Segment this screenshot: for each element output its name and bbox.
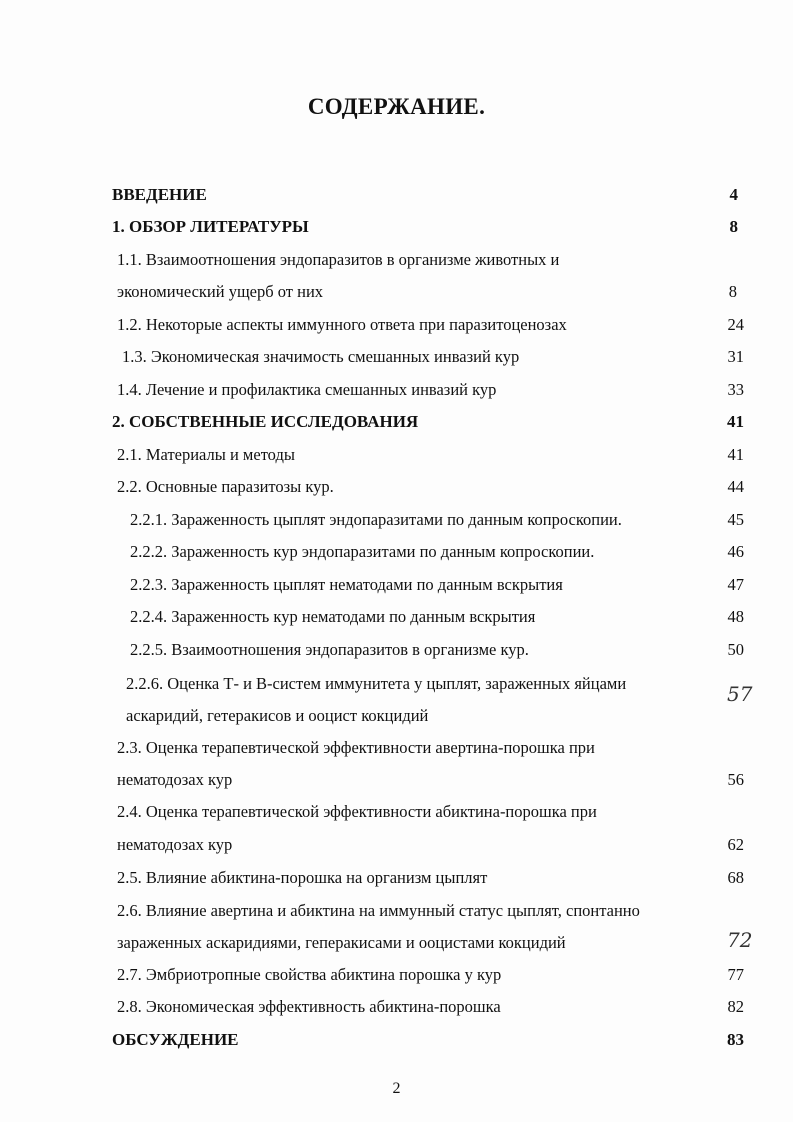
toc-page-1-4: 33 xyxy=(727,380,744,399)
toc-entry-1-1-line2: экономический ущерб от них xyxy=(117,282,324,301)
toc-page-section-1: 8 xyxy=(729,217,738,236)
toc-page-discussion: 83 xyxy=(727,1030,744,1049)
toc-entry-2-4-line2: нематодозах кур xyxy=(117,835,233,854)
toc-entry-2-3-line2: нематодозах кур xyxy=(117,770,233,789)
toc-entry-section-1: 1. ОБЗОР ЛИТЕРАТУРЫ xyxy=(112,217,309,236)
toc-page-2-6-handwritten: 72 xyxy=(727,928,753,952)
toc-entry-1-2: 1.2. Некоторые аспекты иммунного ответа при паразитоценозах xyxy=(117,315,567,334)
toc-page-2-7: 77 xyxy=(727,965,744,984)
page-title: СОДЕРЖАНИЕ. xyxy=(307,94,486,119)
toc-entry-2-5: 2.5. Влияние абиктина-порошка на организм цыплят xyxy=(117,868,488,887)
toc-page-2-2-2: 46 xyxy=(727,542,744,561)
toc-entry-introduction: ВВЕДЕНИЕ xyxy=(112,185,207,204)
toc-page-1-1: 8 xyxy=(728,282,737,301)
toc-entry-2-8: 2.8. Экономическая эффективность абиктина-порошка xyxy=(117,997,501,1016)
page-number: 2 xyxy=(392,1080,401,1097)
toc-page-1-2: 24 xyxy=(727,315,744,334)
toc-page-2-2: 44 xyxy=(727,477,744,496)
toc-entry-2-4-line1: 2.4. Оценка терапевтической эффективности абиктина-порошка при xyxy=(117,802,597,821)
toc-entry-2-1: 2.1. Материалы и методы xyxy=(117,445,295,464)
toc-entry-2-2-5: 2.2.5. Взаимоотношения эндопаразитов в организме кур. xyxy=(130,640,529,659)
toc-page-2-1: 41 xyxy=(727,445,744,464)
toc-entry-2-6-line2: зараженных аскаридиями, гепеpакисами и ооцистами кокцидий xyxy=(117,933,566,952)
toc-page-2-4: 62 xyxy=(727,835,744,854)
toc-entry-2-2-2: 2.2.2. Зараженность кур эндопаразитами по данным копроскопии. xyxy=(130,542,595,561)
toc-entry-discussion: ОБСУЖДЕНИЕ xyxy=(112,1030,239,1049)
toc-entry-2-7: 2.7. Эмбриотропные свойства абиктина порошка у кур xyxy=(117,965,502,984)
toc-page-introduction: 4 xyxy=(729,185,738,204)
toc-entry-1-4: 1.4. Лечение и профилактика смешанных инвазий кур xyxy=(117,380,497,399)
toc-entry-2-2-4: 2.2.4. Зараженность кур нематодами по данным вскрытия xyxy=(130,607,536,626)
toc-entry-1-1-line1: 1.1. Взаимоотношения эндопаразитов в организме животных и xyxy=(117,250,560,269)
toc-page-2-2-6-handwritten: 57 xyxy=(727,682,753,706)
toc-page-section-2: 41 xyxy=(727,412,744,431)
toc-page-2-5: 68 xyxy=(727,868,744,887)
toc-entry-1-3: 1.3. Экономическая значимость смешанных инвазий кур xyxy=(122,347,520,366)
toc-entry-2-3-line1: 2.3. Оценка терапевтической эффективности авертина-порошка при xyxy=(117,738,595,757)
toc-page-1-3: 31 xyxy=(727,347,744,366)
toc-entry-section-2: 2. СОБСТВЕННЫЕ ИССЛЕДОВАНИЯ xyxy=(112,412,419,431)
toc-entry-2-2-6-line2: аскаридий, гетеракисов и ооцист кокцидий xyxy=(126,706,429,725)
toc-page-2-2-1: 45 xyxy=(727,510,744,529)
toc-page-2-2-3: 47 xyxy=(727,575,744,594)
toc-entry-2-2-3: 2.2.3. Зараженность цыплят нематодами по данным вскрытия xyxy=(130,575,563,594)
toc-entry-2-6-line1: 2.6. Влияние авертина и абиктина на иммунный статус цыплят, спонтанно xyxy=(117,901,640,920)
toc-entry-2-2-1: 2.2.1. Зараженность цыплят эндопаразитами по данным копроскопии. xyxy=(130,510,622,529)
toc-page-2-2-5: 50 xyxy=(727,640,744,659)
toc-page-2-3: 56 xyxy=(727,770,744,789)
toc-page-2-2-4: 48 xyxy=(727,607,744,626)
toc-entry-2-2-6-line1: 2.2.6. Оценка Т- и В-систем иммунитета у цыплят, зараженных яйцами xyxy=(126,674,627,693)
toc-page-2-8: 82 xyxy=(727,997,744,1016)
toc-entry-2-2: 2.2. Основные паразитозы кур. xyxy=(117,477,334,496)
